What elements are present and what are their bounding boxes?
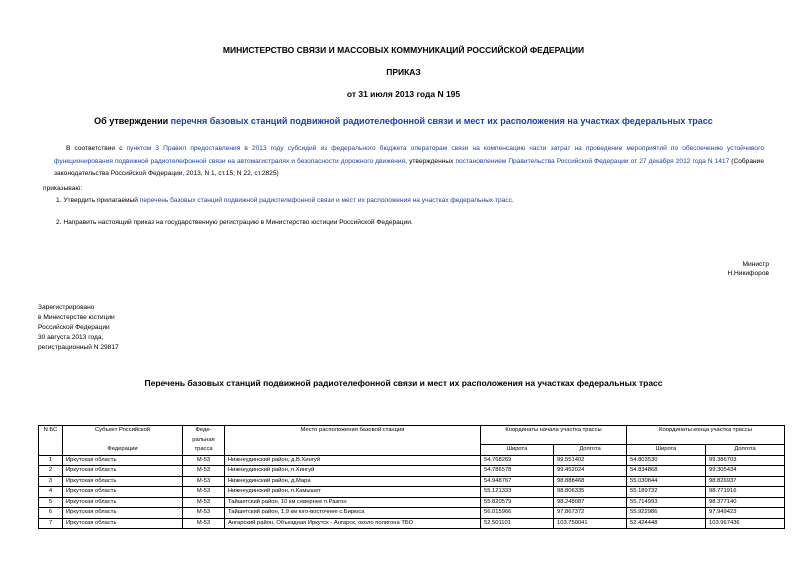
registration-block (38, 303, 119, 353)
cell-location: Нижнеудинский район, п.Камышет (225, 487, 481, 498)
table-row (39, 476, 785, 487)
cell-end-lon: 99.386703 (706, 455, 785, 466)
preamble-text-a: В соответствии с (66, 145, 127, 152)
cell-end-lat: 52.424448 (627, 518, 706, 529)
order-date: от 31 июля 2013 года N 195 (346, 89, 461, 99)
cell-start-lon: 98.888468 (554, 476, 627, 487)
cell-road: М-53 (183, 466, 225, 477)
header-end-coords: Координаты конца участка трассы (627, 426, 785, 445)
table-row (39, 455, 785, 466)
cell-num: 1 (39, 455, 63, 466)
signature-title: Министр (742, 261, 769, 268)
table-row (39, 508, 785, 519)
header-start-coords: Координаты начала участка трассы (481, 426, 627, 445)
cell-road: М-53 (183, 455, 225, 466)
cell-location: Тайшетский район, 10 км севернее п.Разгон (225, 497, 481, 508)
cell-subject: Иркутская область (63, 455, 183, 466)
registration-line: в Министерстве юстиции (38, 314, 115, 321)
cell-location: Нижнеудинский район, п.Хингуй (225, 466, 481, 477)
cell-subject: Иркутская область (63, 487, 183, 498)
cell-start-lat: 55.121333 (481, 487, 554, 498)
cell-start-lon: 98.806335 (554, 487, 627, 498)
cell-start-lat: 55.820579 (481, 497, 554, 508)
cell-start-lat: 54.768269 (481, 455, 554, 466)
cell-subject: Иркутская область (63, 497, 183, 508)
subject-prefix: Об утверждении (94, 116, 171, 126)
cell-start-lon: 103.750041 (554, 518, 627, 529)
cell-end-lat: 55.714993 (627, 497, 706, 508)
table-row (39, 518, 785, 529)
registration-line: регистрационный N 29817 (38, 344, 119, 351)
cell-end-lat: 54.834868 (627, 466, 706, 477)
cell-road: М-53 (183, 508, 225, 519)
cell-num: 2 (39, 466, 63, 477)
cell-location: Тайшетский район, 1,9 км юго-восточнее с.Бирюса (225, 508, 481, 519)
cell-start-lat: 56.015966 (481, 508, 554, 519)
order-item-2: 2. Направить настоящий приказ на государственную регистрацию в Министерство юстиции Российской Федерации. (56, 219, 413, 226)
header-start-lon: Долгота (554, 445, 627, 456)
preamble-text-b: , утвержденных (405, 157, 456, 165)
registration-line: Зарегистрировано (38, 304, 95, 311)
cell-start-lat: 52.501101 (481, 518, 554, 529)
cell-road: М-53 (183, 497, 225, 508)
table-row (39, 466, 785, 477)
preamble-text-c: (Собрание законодательства Российской Федерации, 2013, N 1, ст.15; N 22, ст.2825) (54, 157, 765, 177)
ministry-title: МИНИСТЕРСТВО СВЯЗИ И МАССОВЫХ КОММУНИКАЦИЙ РОССИЙСКОЙ ФЕДЕРАЦИИ (222, 45, 585, 55)
orders-word: приказываю: (43, 185, 83, 192)
resolution-link[interactable]: постановлением Правительства Российской Федерации от 27 декабря 2012 года N 1417 (455, 157, 730, 165)
base-stations-table (38, 425, 785, 529)
item1-text-a: 1. Утвердить прилагаемый (56, 197, 140, 204)
cell-end-lat: 55.922986 (627, 508, 706, 519)
cell-subject: Иркутская область (63, 518, 183, 529)
cell-location: Ангарский район, Объездная Иркутск - Ангарск, около полигона ТБО (225, 518, 481, 529)
header-end-lat: Широта (627, 445, 706, 456)
header-subject (63, 426, 183, 456)
header-road-line2: ральная (192, 436, 215, 443)
subject-link[interactable]: перечня базовых станций подвижной радиотелефонной связи и мест их расположения на участках федеральных трасс (170, 116, 713, 126)
cell-end-lon: 99.305434 (706, 466, 785, 477)
header-road (183, 426, 225, 456)
cell-start-lat: 54.948767 (481, 476, 554, 487)
cell-start-lat: 54.786578 (481, 466, 554, 477)
cell-subject: Иркутская область (63, 508, 183, 519)
preamble-paragraph (54, 143, 764, 181)
cell-end-lon: 97.949423 (706, 508, 785, 519)
header-end-lon: Долгота (706, 445, 785, 456)
cell-start-lon: 99.551402 (554, 455, 627, 466)
item1-text-b: . (511, 197, 514, 204)
header-location: Место расположения базовой станции (225, 426, 481, 456)
order-word: ПРИКАЗ (386, 67, 421, 77)
header-subject-top: Субъект Российской (94, 427, 151, 433)
cell-num: 7 (39, 518, 63, 529)
cell-end-lat: 54.803530 (627, 455, 706, 466)
header-num: N БС (39, 426, 63, 456)
order-item-1 (56, 197, 514, 204)
cell-num: 6 (39, 508, 63, 519)
list-title: Перечень базовых станций подвижной радиотелефонной связи и мест их расположения на участках федеральных трасс (144, 378, 663, 388)
header-subject-bottom: Федерации (107, 446, 138, 452)
cell-road: М-53 (183, 518, 225, 529)
cell-road: М-53 (183, 476, 225, 487)
cell-start-lon: 99.452024 (554, 466, 627, 477)
rules-link[interactable]: пунктом 3 Правил предоставления в 2013 году субсидий из федерального бюджета операторам связи на компенсацию части затрат на проведение мероприятий по обеспечению устойчивого функционирования подвижной радиотелефонной связи на автомагистралях и безопасности дорожного движения (54, 145, 765, 165)
cell-end-lon: 103.967436 (706, 518, 785, 529)
table-row (39, 497, 785, 508)
header-start-lat: Широта (481, 445, 554, 456)
cell-start-lon: 97.867372 (554, 508, 627, 519)
order-subject (0, 116, 807, 126)
cell-end-lat: 55.189732 (627, 487, 706, 498)
cell-start-lon: 98.248087 (554, 497, 627, 508)
header-road-line1: Феде- (195, 427, 212, 433)
cell-location: Нижнеудинский район, д.Мара (225, 476, 481, 487)
cell-end-lon: 98.826937 (706, 476, 785, 487)
cell-end-lat: 55.030844 (627, 476, 706, 487)
cell-location: Нижнеудинский район, д.В.Хингуй (225, 455, 481, 466)
cell-num: 3 (39, 476, 63, 487)
cell-num: 5 (39, 497, 63, 508)
signature-name: Н.Никифоров (727, 270, 769, 277)
registration-line: Российской Федерации (38, 324, 110, 331)
cell-subject: Иркутская область (63, 466, 183, 477)
cell-end-lon: 98.377140 (706, 497, 785, 508)
header-road-line3: трасса (194, 446, 213, 452)
table-row (39, 487, 785, 498)
list-link[interactable]: перечень базовых станций подвижной радиотелефонной связи и мест их расположения на участках федеральных трасс (139, 197, 512, 204)
cell-num: 4 (39, 487, 63, 498)
cell-end-lon: 98.771916 (706, 487, 785, 498)
cell-subject: Иркутская область (63, 476, 183, 487)
registration-line: 30 августа 2013 года, (38, 334, 104, 341)
cell-road: М-53 (183, 487, 225, 498)
